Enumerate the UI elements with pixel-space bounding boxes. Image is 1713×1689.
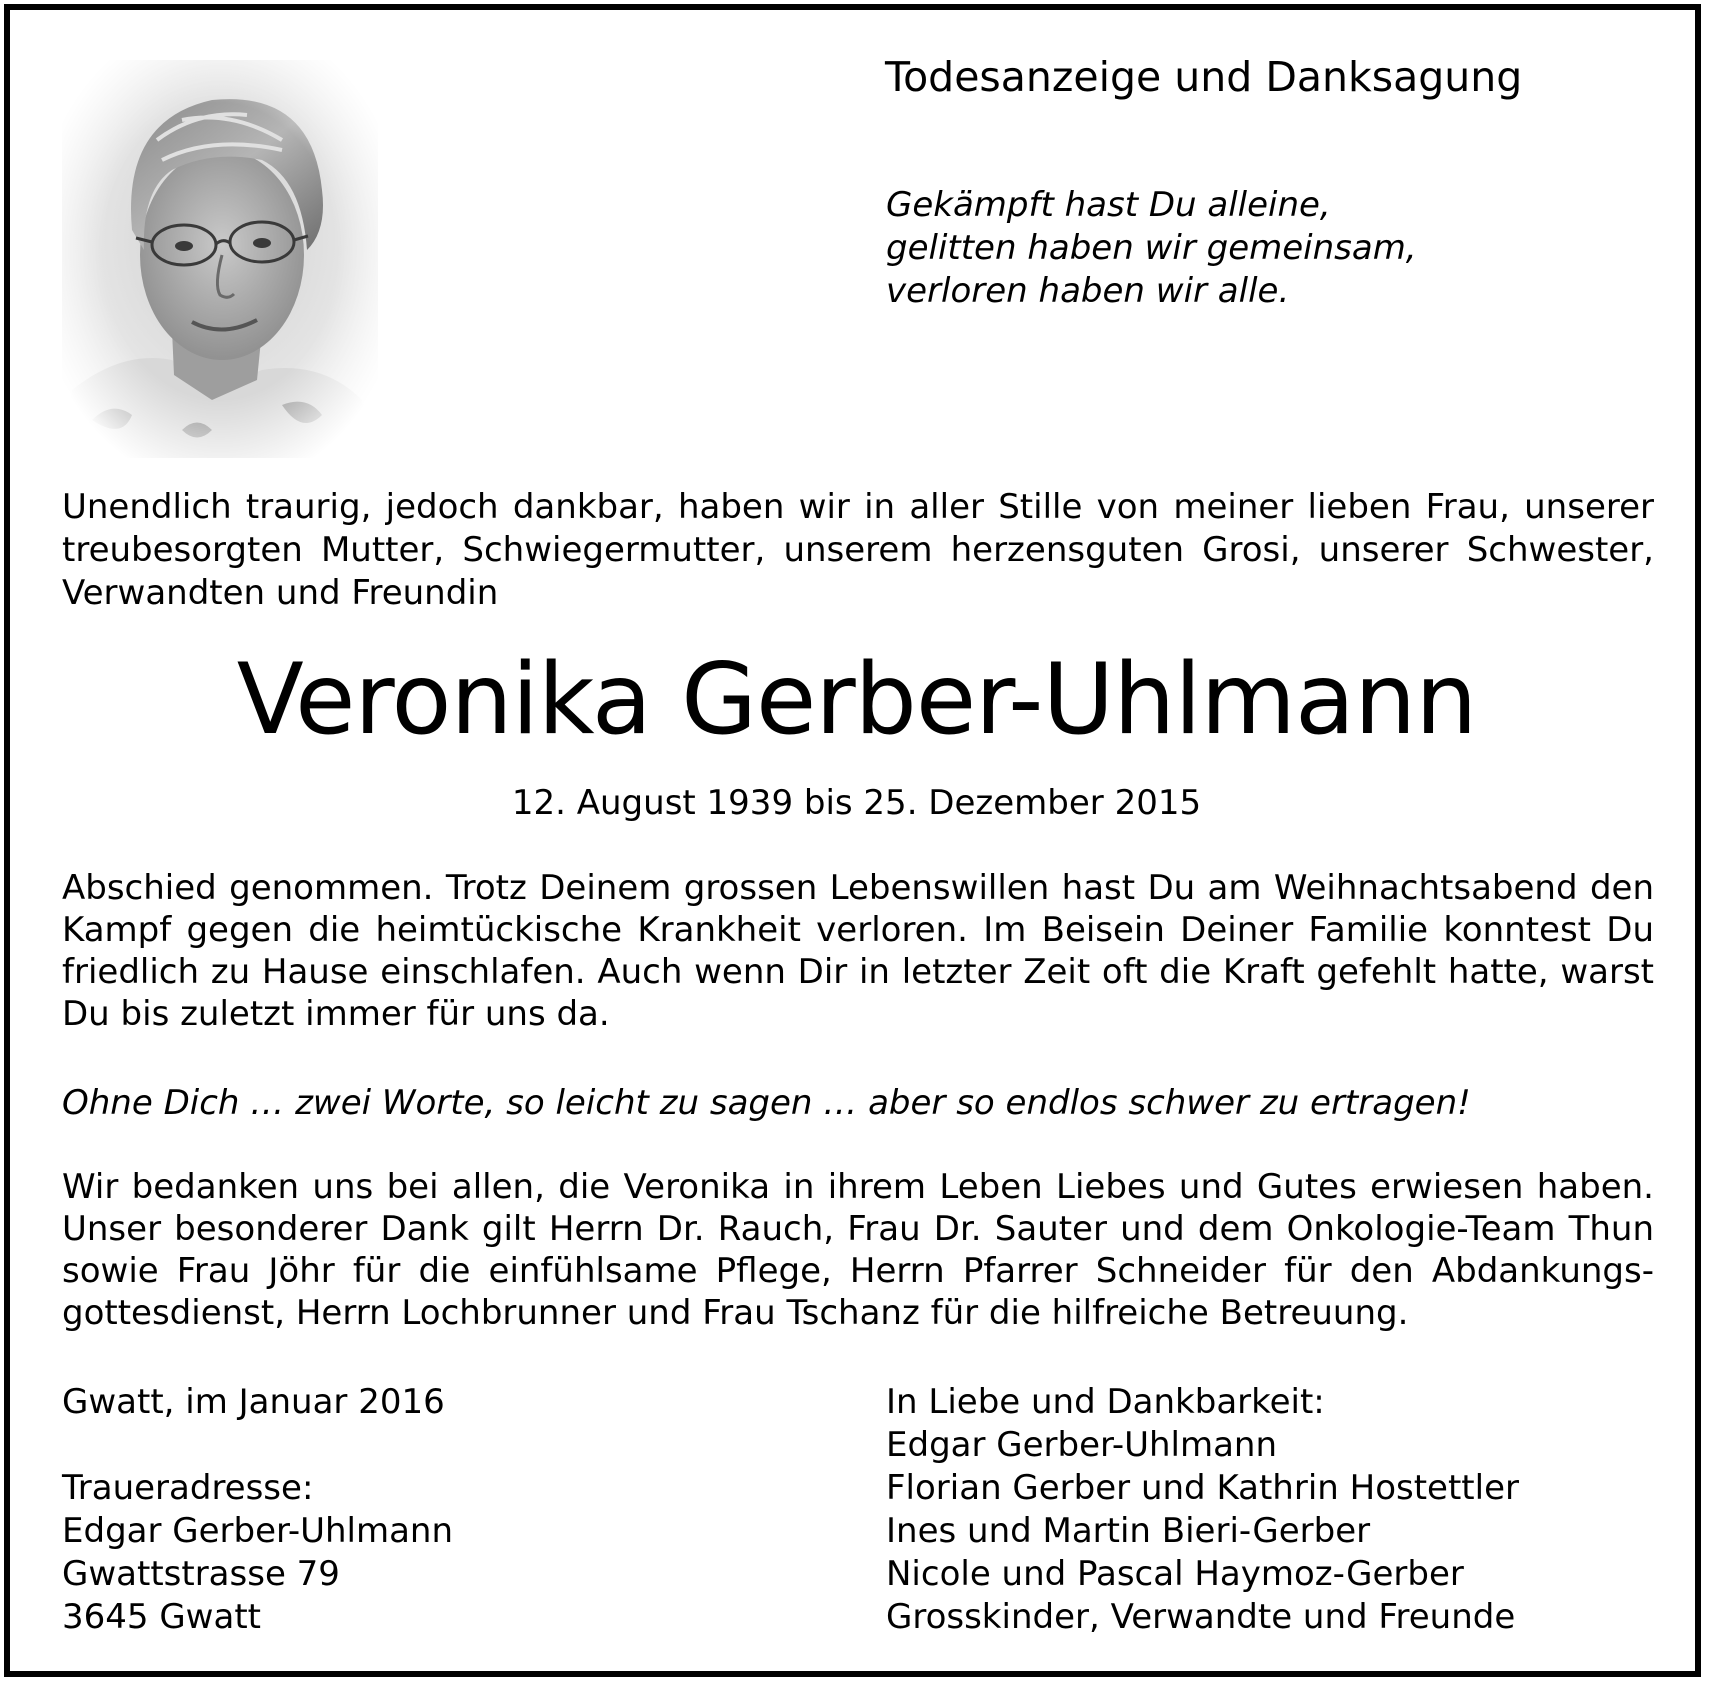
- mourner-name: Edgar Gerber-Uhlmann: [886, 1425, 1278, 1465]
- deceased-name: Veronika Gerber-Uhlmann: [236, 643, 1477, 757]
- mourner-name: Florian Gerber und Kathrin Hostettler: [886, 1468, 1519, 1508]
- motto-line: Gekämpft hast Du alleine,: [886, 185, 1331, 225]
- address-city: 3645 Gwatt: [62, 1597, 261, 1637]
- address-block: [62, 1381, 453, 1639]
- motto-line: verloren haben wir alle.: [886, 271, 1290, 311]
- quote-line: Ohne Dich … zwei Worte, so leicht zu sagen … aber so endlos schwer zu ertragen!: [62, 1083, 1471, 1123]
- mourner-name: Nicole und Pascal Haymoz-Gerber: [886, 1554, 1464, 1594]
- mourner-name: Grosskinder, Verwandte und Freunde: [886, 1597, 1516, 1637]
- address-street: Gwattstrasse 79: [62, 1554, 340, 1594]
- address-name: Edgar Gerber-Uhlmann: [62, 1511, 454, 1551]
- page-title: Todesanzeige und Danksagung: [885, 53, 1523, 101]
- life-dates: 12. August 1939 bis 25. Dezember 2015: [511, 783, 1202, 823]
- mourner-name: Ines und Martin Bieri-Gerber: [886, 1511, 1371, 1551]
- mourners-heading: In Liebe und Dankbarkeit:: [886, 1382, 1325, 1422]
- intro-paragraph: Unendlich traurig, jedoch dankbar, haben wir in aller Stille von meiner lieben Frau, unserer treubesorgten Mutter, Schwiegermutter, unserem herzensguten Grosi, unserer Schwester, Verwandten und Freundin: [62, 487, 1654, 613]
- portrait-photo: [62, 60, 378, 458]
- thanks-paragraph: Wir bedanken uns bei allen, die Veronika in ihrem Leben Liebes und Gutes erwiesen haben. Unser besonderer Dank gilt Herrn Dr. Rauch, Frau Dr. Sauter und dem Onkologie-Team Thun sowie Frau Jöhr für die einfühlsame Pflege, Herrn Pfarrer Schneider für den Abdankungsgottesdienst, Herrn Lochbrunner und Frau Tschanz für die hilfreiche Betreuung.: [62, 1167, 1654, 1333]
- mourners-block: [886, 1381, 1519, 1639]
- farewell-paragraph: Abschied genommen. Trotz Deinem grossen Lebenswillen hast Du am Weihnachtsabend den Kampf gegen die heimtückische Krankheit verloren. Im Beisein Deiner Familie konntest Du friedlich zu Hause einschlafen. Auch wenn Dir in letzter Zeit oft die Kraft gefehlt hatte, warst Du bis zuletzt immer für uns da.: [62, 868, 1654, 1034]
- motto-line: gelitten haben wir gemeinsam,: [886, 228, 1417, 268]
- address-label: Traueradresse:: [62, 1468, 314, 1508]
- place-date: Gwatt, im Januar 2016: [62, 1382, 445, 1422]
- motto-verse: [886, 184, 1417, 313]
